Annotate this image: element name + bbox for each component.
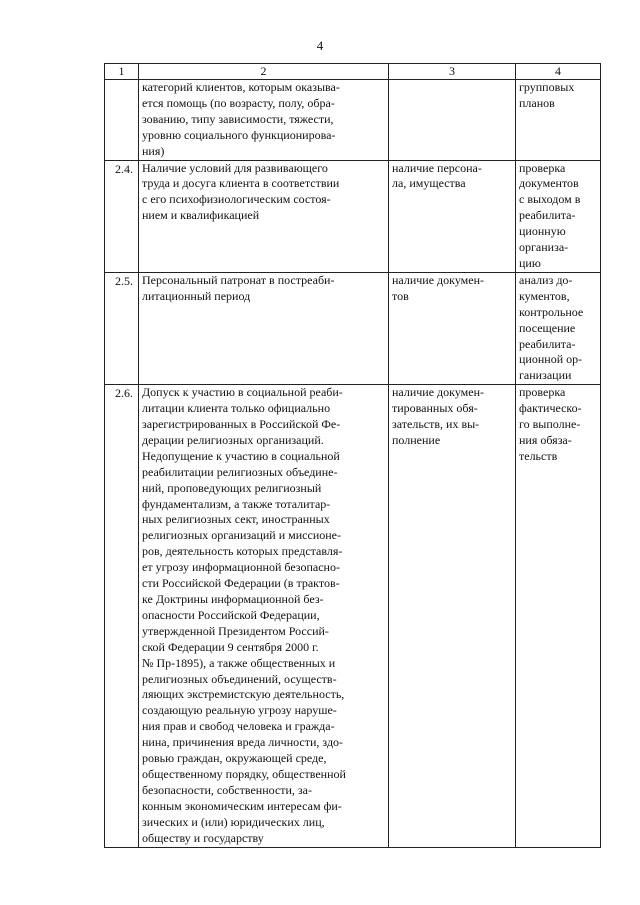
criterion-text: Персональный патронат в постреаби- литационный период bbox=[142, 272, 335, 303]
criterion-text: категорий клиентов, которым оказыва- ется помощь (по возрасту, полу, обра- зованию, типу зависимости, тяжести, уровню социального функционирова- ния) bbox=[142, 80, 340, 158]
table-row bbox=[105, 80, 601, 161]
method-cell bbox=[516, 160, 601, 272]
standards-table bbox=[104, 63, 601, 848]
row-number bbox=[105, 80, 139, 161]
criterion-cell bbox=[139, 80, 389, 161]
indicator-cell bbox=[389, 80, 516, 161]
criterion-text: Допуск к участию в социальной реаби- литации клиента только официально зарегистрированных в Российской Фе- дерации религиозных организаций. Недопущение к участию в социальной реабилитации религиозных объедине- ний, проповедующих религиозный фундаментализм, а также тоталитар- ных религиозных сект, иностранных религиозных организаций и миссионе- ров, деятельность которых представля- ет угрозу информационной безопасно- сти Российской Федерации (в трактов- ке Доктрины информационной без- опасности Российской Федерации, утвержденной Президентом Россий- ской Федерации 9 сентября 2000 г. № Пр-1895), а также общественных и религиозных объединений, осуществ- ляющих экстремистскую деятельность, создающую реальную угрозу наруше- ния прав и свобод человека и гражда- нина, причинения вреда личности, здо- ровью граждан, окружающей среде, общественному порядку, общественной безопасности, собственности, за- конным экономическим интересам фи- зических и (или) юридических лиц, обществу и государству bbox=[142, 385, 346, 845]
header-col-1: 1 bbox=[105, 64, 139, 80]
row-number: 2.5. bbox=[105, 272, 139, 384]
method-text: анализ до- кументов, контрольное посещение реабилита- ционной ор- ганизации bbox=[519, 272, 584, 383]
header-row bbox=[105, 64, 601, 80]
criterion-cell bbox=[139, 385, 389, 847]
table-row bbox=[105, 272, 601, 384]
criterion-cell bbox=[139, 160, 389, 272]
method-text: групповых планов bbox=[519, 80, 575, 110]
table-body bbox=[105, 80, 601, 848]
indicator-text: наличие докумен- тов bbox=[392, 272, 484, 303]
indicator-cell bbox=[389, 272, 516, 384]
header-col-2: 2 bbox=[139, 64, 389, 80]
table-row bbox=[105, 160, 601, 272]
row-number: 2.4. bbox=[105, 160, 139, 272]
method-cell bbox=[516, 272, 601, 384]
criterion-cell bbox=[139, 272, 389, 384]
method-text: проверка фактическо- го выполне- ния обяза- тельств bbox=[519, 385, 582, 463]
method-text: проверка документов с выходом в реабилита- ционную организа- цию bbox=[519, 160, 581, 270]
indicator-text: наличие персона- ла, имущества bbox=[392, 160, 482, 191]
criterion-text: Наличие условий для развивающего труда и досуга клиента в соответствии с его психофизиологическим состоя- нием и квалификацией bbox=[142, 160, 340, 223]
indicator-text: наличие докумен- тированных обя- зательств, их вы- полнение bbox=[392, 385, 484, 447]
method-cell bbox=[516, 80, 601, 161]
table-header bbox=[105, 64, 601, 80]
header-col-3: 3 bbox=[389, 64, 516, 80]
row-number: 2.6. bbox=[105, 385, 139, 847]
indicator-cell bbox=[389, 385, 516, 847]
indicator-cell bbox=[389, 160, 516, 272]
header-col-4: 4 bbox=[516, 64, 601, 80]
page-number: 4 bbox=[316, 38, 324, 53]
table-row bbox=[105, 385, 601, 847]
method-cell bbox=[516, 385, 601, 847]
